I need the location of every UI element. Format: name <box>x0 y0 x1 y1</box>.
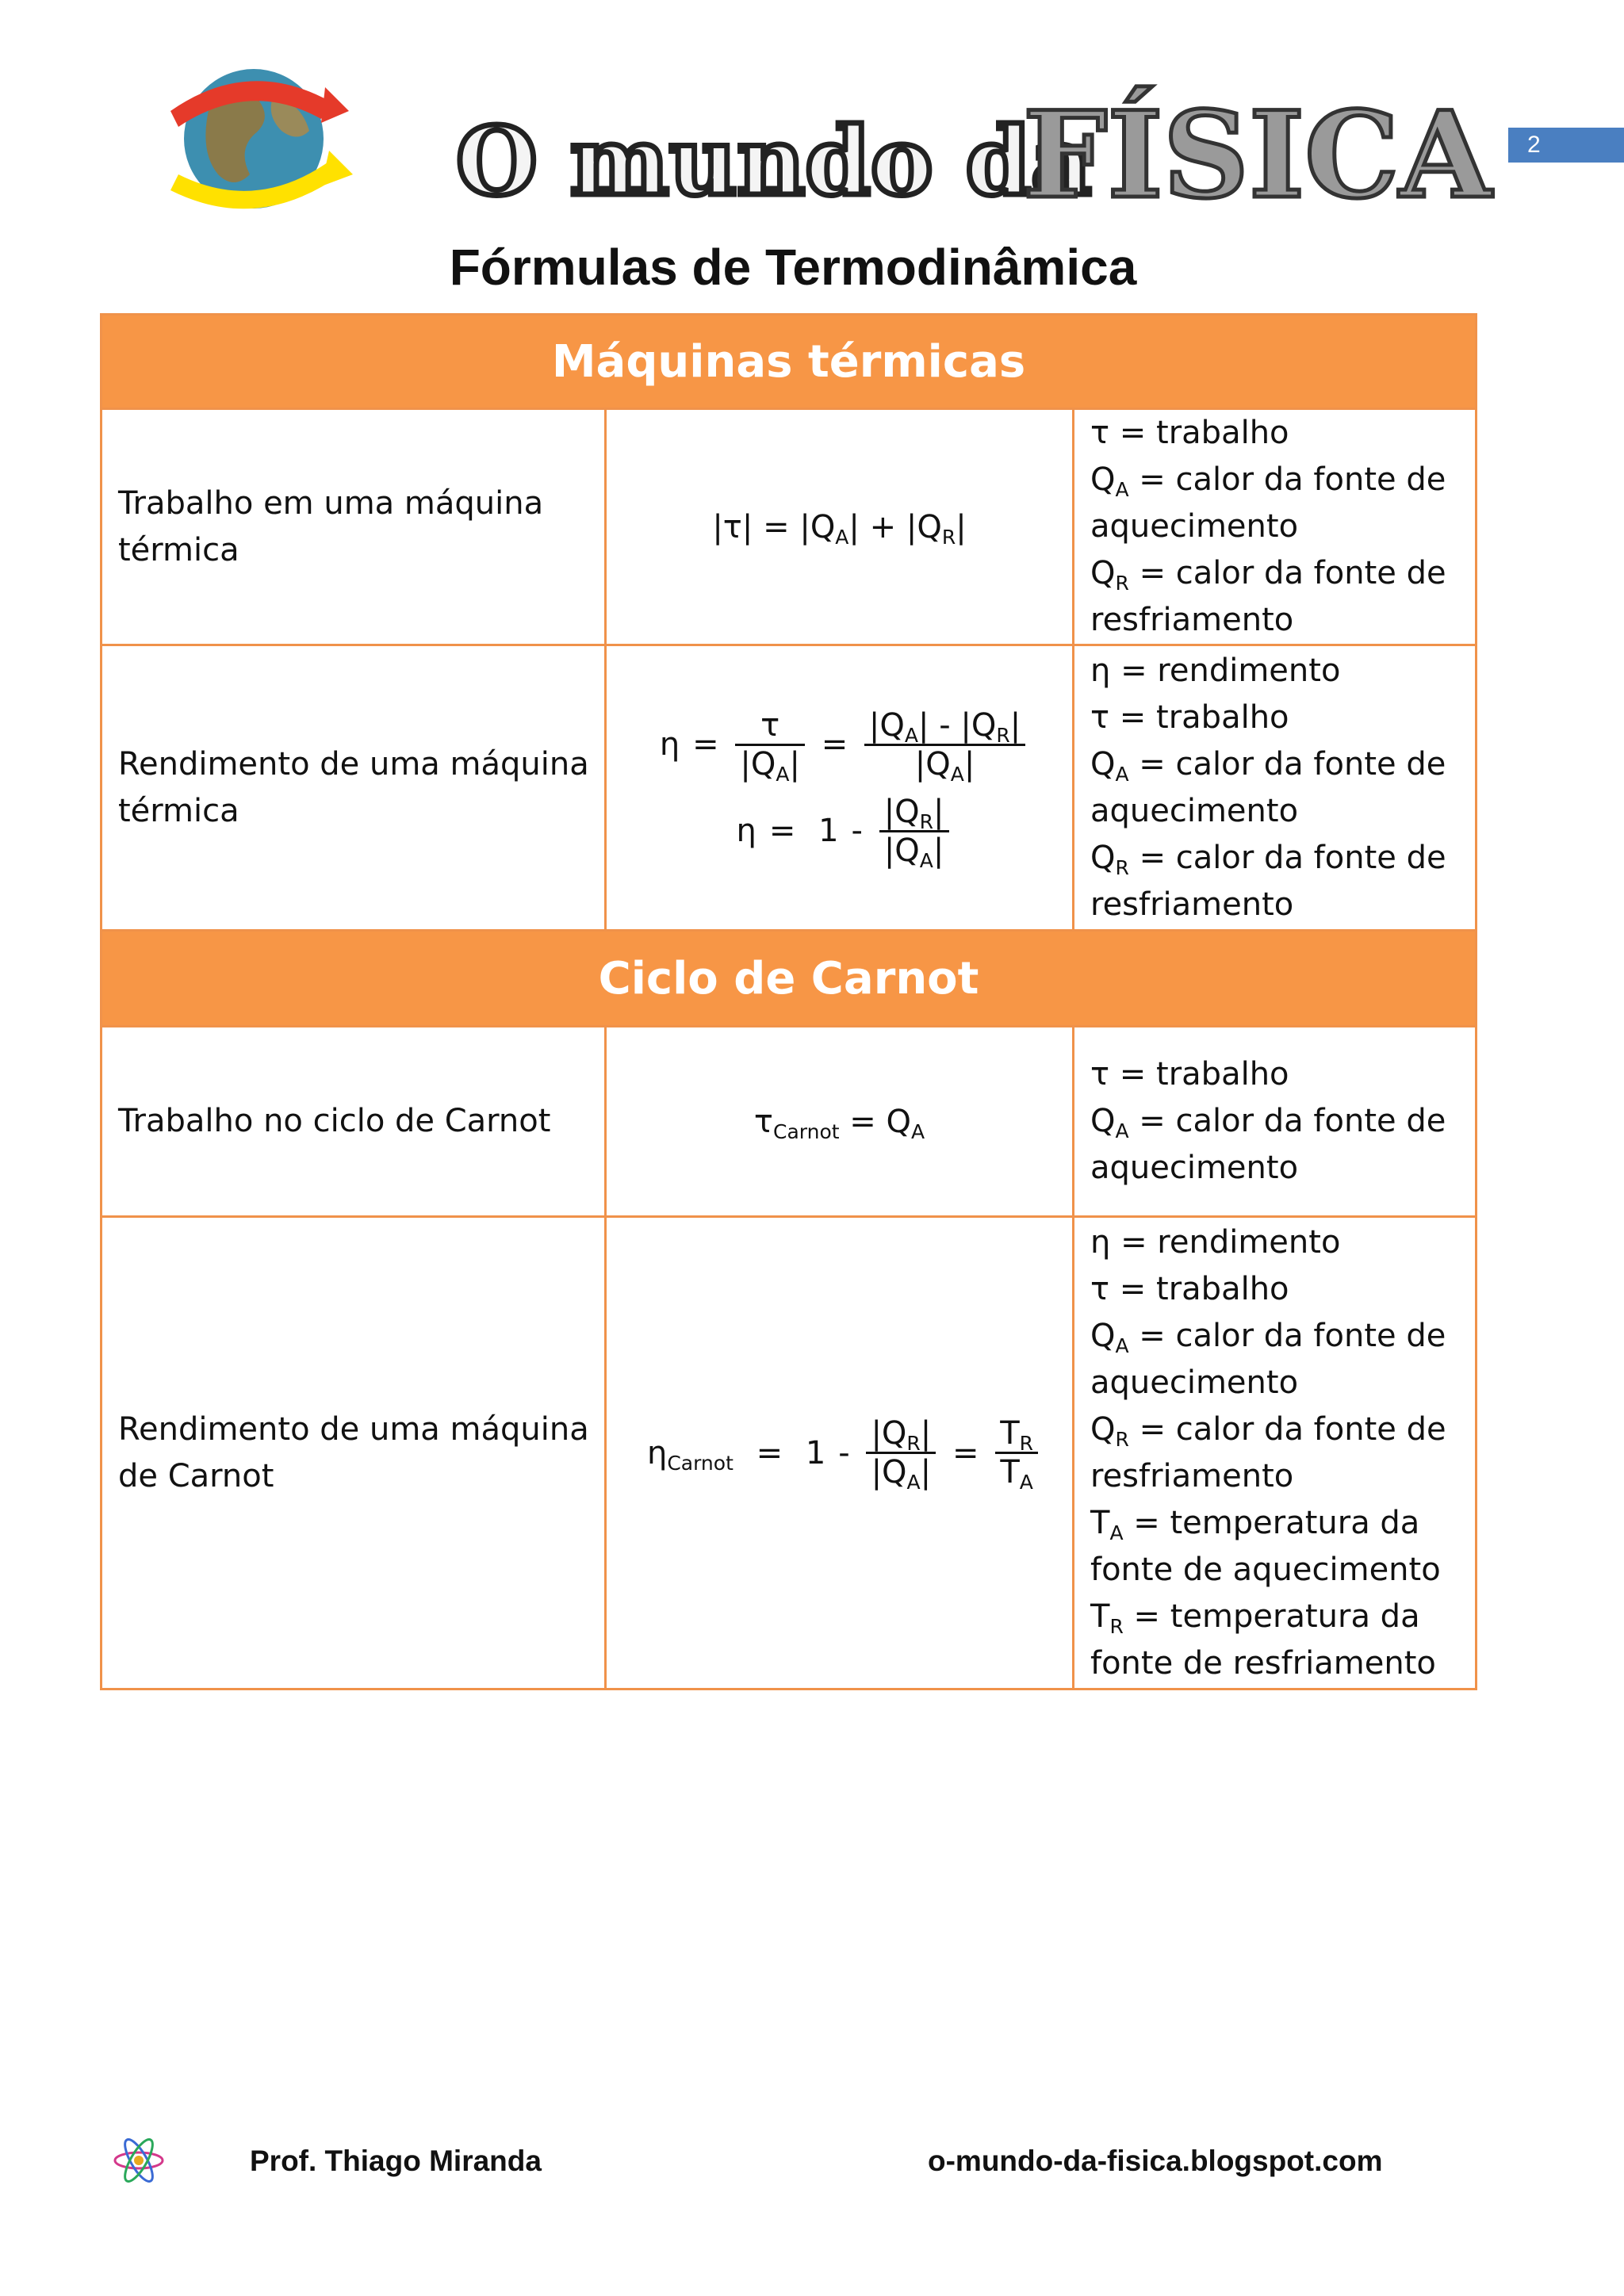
legend-item: $Q_A$ = calor da fonte de aquecimento <box>1090 1103 1446 1186</box>
atom-icon <box>111 2133 167 2188</box>
formula: $\eta_{Carnot} = 1$ - $\frac{|Q_R|}{|Q_A|}$ = $\frac{T_R}{T_A}$ <box>606 1217 1074 1689</box>
legend <box>1074 1217 1477 1689</box>
table-row <box>102 645 1477 931</box>
formula-table <box>100 313 1477 1690</box>
site-logo <box>163 55 1492 238</box>
efficiency-formula: η = $\frac{\tau}{|Q_A|}$ = $\frac{|Q_A| - |Q_R|}{|Q_A|}$ <box>607 707 1072 783</box>
formula: $\tau_{Carnot} = Q_A$ <box>606 1027 1074 1217</box>
legend-item: η = rendimento <box>1090 1223 1341 1261</box>
legend <box>1074 645 1477 931</box>
legend-item: $Q_R$ = calor da fonte de resfriamento <box>1090 839 1446 923</box>
table-row <box>102 1027 1477 1217</box>
legend-item: $Q_R$ = calor da fonte de resfriamento <box>1090 555 1446 638</box>
logo-text-a: O mundo da <box>456 106 1092 216</box>
legend-item: τ = trabalho <box>1090 415 1289 451</box>
section-heading: Ciclo de Carnot <box>102 931 1477 1027</box>
legend-item: η = rendimento <box>1090 652 1341 689</box>
legend <box>1074 1027 1477 1217</box>
legend-item: τ = trabalho <box>1090 1270 1289 1307</box>
row-label: Rendimento de uma máquina térmica <box>102 645 606 931</box>
section-header <box>102 931 1477 1027</box>
table-row <box>102 1217 1477 1689</box>
section-header <box>102 315 1477 409</box>
row-label: Rendimento de uma máquina de Carnot <box>102 1217 606 1689</box>
legend-item: $Q_A$ = calor da fonte de aquecimento <box>1090 1317 1446 1401</box>
legend <box>1074 409 1477 645</box>
globe-icon <box>170 69 353 209</box>
efficiency-formula-alt: η = 1 - $\frac{|Q_R|}{|Q_A|}$ <box>607 794 1072 869</box>
page-number: 2 <box>1508 128 1624 163</box>
logo-text-b: FÍSICA <box>1023 86 1492 225</box>
formula <box>606 645 1074 931</box>
row-label: Trabalho em uma máquina térmica <box>102 409 606 645</box>
formula: $|\tau| = |Q_A| + |Q_R|$ <box>606 409 1074 645</box>
footer-site-link[interactable]: o-mundo-da-fisica.blogspot.com <box>928 2145 1383 2177</box>
row-label: Trabalho no ciclo de Carnot <box>102 1027 606 1217</box>
legend-item: $T_A$ = temperatura da fonte de aquecimento <box>1090 1504 1441 1588</box>
legend-item: τ = trabalho <box>1090 698 1289 736</box>
legend-item: τ = trabalho <box>1090 1056 1289 1093</box>
legend-item: $Q_R$ = calor da fonte de resfriamento <box>1090 1410 1446 1494</box>
page-title: Fórmulas de Termodinâmica <box>449 239 1137 296</box>
legend-item: $T_R$ = temperatura da fonte de resfriamento <box>1090 1598 1436 1682</box>
legend-item: $Q_A$ = calor da fonte de aquecimento <box>1090 461 1446 545</box>
legend-item: $Q_A$ = calor da fonte de aquecimento <box>1090 745 1446 829</box>
table-row <box>102 409 1477 645</box>
footer-author: Prof. Thiago Miranda <box>250 2145 542 2177</box>
section-heading: Máquinas térmicas <box>102 315 1477 409</box>
